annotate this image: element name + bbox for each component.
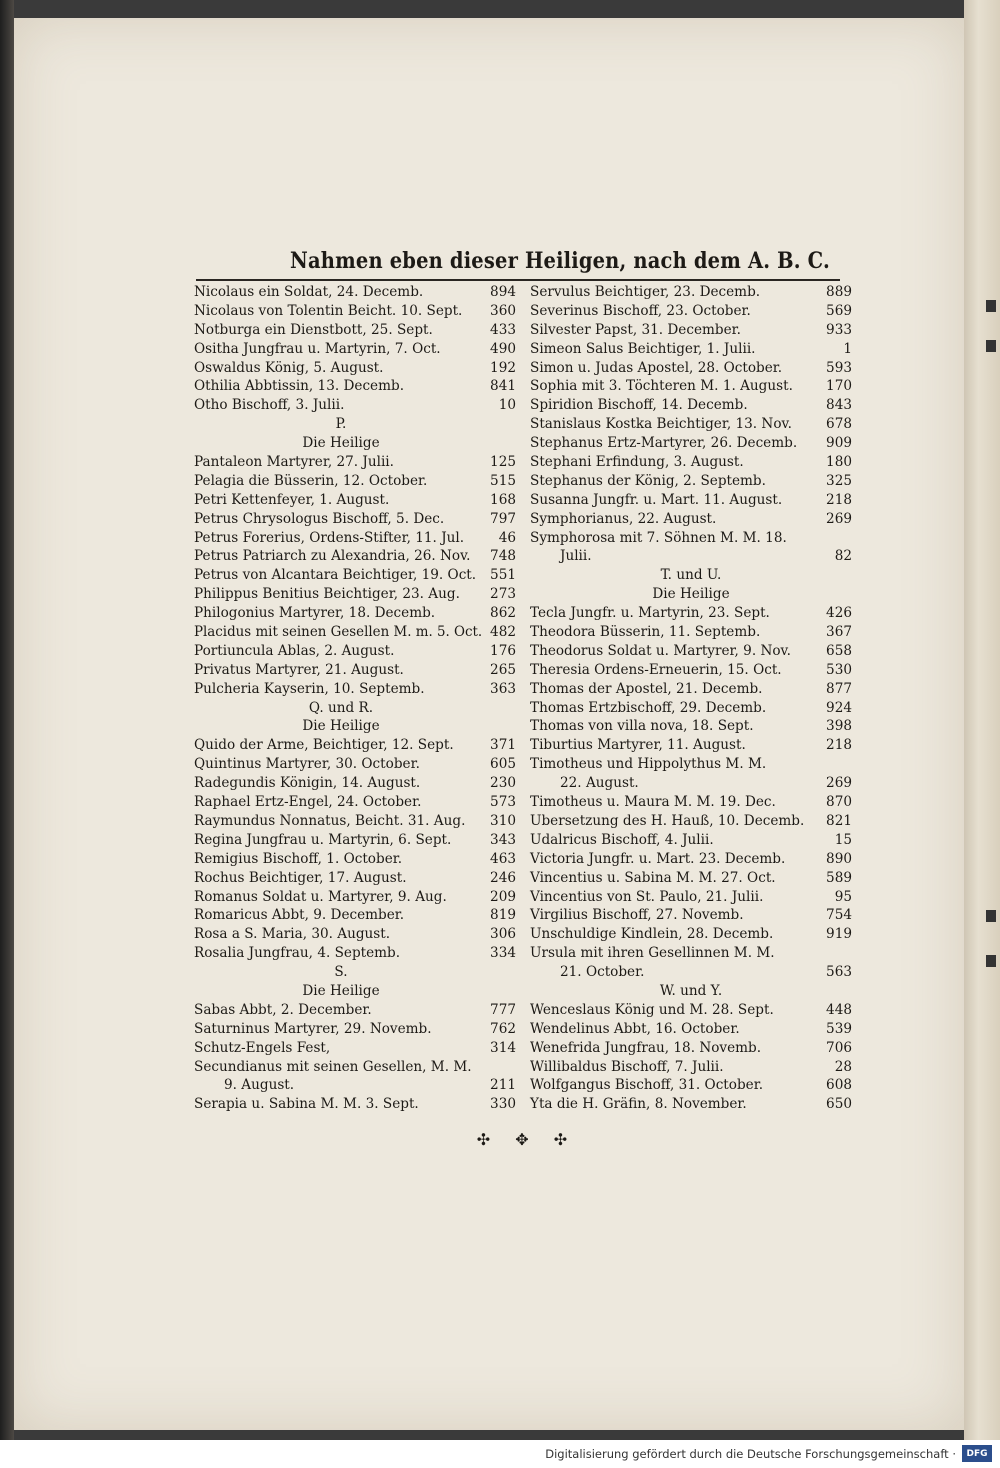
saint-name-date: Romaricus Abbt, 9. December. xyxy=(194,907,405,924)
page-number: 678 xyxy=(826,416,852,433)
index-entry xyxy=(194,774,516,793)
saint-name-date: Petri Kettenfeyer, 1. August. xyxy=(194,491,390,508)
index-entry xyxy=(530,642,852,661)
index-entry xyxy=(194,453,516,472)
index-entry xyxy=(530,283,852,302)
index-entry xyxy=(194,359,516,378)
page-number: 463 xyxy=(490,850,516,867)
index-entry xyxy=(530,510,852,529)
index-entry xyxy=(530,1095,852,1114)
index-entry xyxy=(194,642,516,661)
saint-name-date: Pelagia die Büsserin, 12. October. xyxy=(194,472,428,489)
saint-name-date: Nicolaus von Tolentin Beicht. 10. Sept. xyxy=(194,302,463,319)
saint-name-date: Remigius Bischoff, 1. October. xyxy=(194,850,403,867)
index-entry xyxy=(194,831,516,850)
page-number: 426 xyxy=(826,605,852,622)
saint-name-date: Rosalia Jungfrau, 4. Septemb. xyxy=(194,945,401,962)
saint-name-date: Silvester Papst, 31. December. xyxy=(530,321,741,338)
saint-name-date: Serapia u. Sabina M. M. 3. Sept. xyxy=(194,1096,419,1113)
index-entry xyxy=(194,680,516,699)
saint-name-date: Timotheus und Hippolythus M. M. xyxy=(530,756,767,773)
page-number: 490 xyxy=(490,340,516,357)
saint-name-date: Quintinus Martyrer, 30. October. xyxy=(194,756,420,773)
saint-name-date: Theodora Büsserin, 11. Septemb. xyxy=(530,624,761,641)
saint-name-date: Tiburtius Martyrer, 11. August. xyxy=(530,737,746,754)
page-number: 877 xyxy=(826,680,852,697)
saint-name-date: Pulcheria Kayserin, 10. Septemb. xyxy=(194,680,425,697)
index-entry xyxy=(194,888,516,907)
saint-name-date: Wenefrida Jungfrau, 18. Novemb. xyxy=(530,1039,762,1056)
saint-name-date: Yta die H. Gräfin, 8. November. xyxy=(530,1096,747,1113)
saint-name-date: 22. August. xyxy=(560,775,639,792)
saint-name-date: Othilia Abbtissin, 13. Decemb. xyxy=(194,378,405,395)
index-entry xyxy=(530,396,852,415)
index-entry xyxy=(530,1001,852,1020)
saint-name-date: Wendelinus Abbt, 16. October. xyxy=(530,1020,740,1037)
page-number: 515 xyxy=(490,472,516,489)
section-heading: Die Heilige xyxy=(652,586,730,603)
section-heading: Die Heilige xyxy=(302,718,380,735)
page-number: 843 xyxy=(826,397,852,414)
page-number: 343 xyxy=(490,831,516,848)
page-number: 46 xyxy=(498,529,516,546)
saint-name-date: Ubersetzung des H. Hauß, 10. Decemb. xyxy=(530,812,805,829)
page-number: 269 xyxy=(826,510,852,527)
index-entry xyxy=(530,812,852,831)
page-number: 330 xyxy=(490,1096,516,1113)
index-entry xyxy=(530,472,852,491)
page-number: 1 xyxy=(843,340,852,357)
index-entry-continuation xyxy=(530,774,852,793)
left-index-column xyxy=(194,283,516,1114)
page-number: 367 xyxy=(826,624,852,641)
page-number: 797 xyxy=(490,510,516,527)
index-entry xyxy=(194,1001,516,1020)
index-entry xyxy=(530,888,852,907)
index-entry xyxy=(194,396,516,415)
page-number: 180 xyxy=(826,454,852,471)
saint-name-date: Stanislaus Kostka Beichtiger, 13. Nov. xyxy=(530,416,792,433)
page-number: 706 xyxy=(826,1039,852,1056)
saint-name-date: 21. October. xyxy=(560,964,645,981)
page-number: 862 xyxy=(490,605,516,622)
saint-name-date: Nicolaus ein Soldat, 24. Decemb. xyxy=(194,284,424,300)
page-title: Nahmen eben dieser Heiligen, nach dem A. B. C. xyxy=(290,248,830,274)
saint-name-date: Petrus von Alcantara Beichtiger, 19. Oct. xyxy=(194,567,477,584)
page-number: 230 xyxy=(490,775,516,792)
saint-name-date: Victoria Jungfr. u. Mart. 23. Decemb. xyxy=(530,850,786,867)
page-number: 569 xyxy=(826,302,852,319)
index-entry xyxy=(530,359,852,378)
page-number: 334 xyxy=(490,945,516,962)
saint-name-date: Udalricus Bischoff, 4. Julii. xyxy=(530,831,714,848)
saint-name-date: Ursula mit ihren Gesellinnen M. M. xyxy=(530,945,775,962)
index-entry xyxy=(194,1020,516,1039)
index-entry xyxy=(530,623,852,642)
index-entry xyxy=(530,434,852,453)
saint-name-date: Simon u. Judas Apostel, 28. October. xyxy=(530,359,783,376)
saint-name-date: Stephanus der König, 2. Septemb. xyxy=(530,472,766,489)
funding-credit: Digitalisierung gefördert durch die Deutsche Forschungsgemeinschaft · xyxy=(545,1447,956,1461)
index-entry xyxy=(194,925,516,944)
index-entry xyxy=(194,585,516,604)
index-entry xyxy=(194,283,516,302)
page-number: 306 xyxy=(490,926,516,943)
saint-name-date: Servulus Beichtiger, 23. Decemb. xyxy=(530,284,761,300)
saint-name-date: Wolfgangus Bischoff, 31. October. xyxy=(530,1077,764,1094)
index-entry xyxy=(530,944,852,963)
section-heading: Q. und R. xyxy=(308,699,374,716)
page-number: 314 xyxy=(490,1039,516,1056)
end-ornament: ✣ ✥ ✣ xyxy=(476,1130,578,1149)
page-number: 273 xyxy=(490,586,516,603)
page-number: 748 xyxy=(490,548,516,565)
page-number: 894 xyxy=(490,284,516,300)
index-entry xyxy=(530,831,852,850)
page-number: 125 xyxy=(490,454,516,471)
index-entry xyxy=(194,377,516,396)
saint-name-date: Quido der Arme, Beichtiger, 12. Sept. xyxy=(194,737,454,754)
saint-name-date: Spiridion Bischoff, 14. Decemb. xyxy=(530,397,748,414)
saint-name-date: Symphorosa mit 7. Söhnen M. M. 18. xyxy=(530,529,787,546)
page-number: 605 xyxy=(490,756,516,773)
saint-name-date: Theodorus Soldat u. Martyrer, 9. Nov. xyxy=(530,642,791,659)
page-number: 192 xyxy=(490,359,516,376)
index-entry xyxy=(530,302,852,321)
index-entry xyxy=(194,812,516,831)
index-entry xyxy=(194,850,516,869)
index-entry xyxy=(194,1058,516,1077)
page-number: 482 xyxy=(490,624,516,641)
saint-name-date: Privatus Martyrer, 21. August. xyxy=(194,661,404,678)
page-number: 448 xyxy=(826,1001,852,1018)
index-entry xyxy=(530,661,852,680)
page-number: 218 xyxy=(826,737,852,754)
saint-name-date: Willibaldus Bischoff, 7. Julii. xyxy=(530,1058,724,1075)
index-entry xyxy=(530,1039,852,1058)
saint-name-date: Tecla Jungfr. u. Martyrin, 23. Sept. xyxy=(530,605,770,622)
page-number: 360 xyxy=(490,302,516,319)
index-entry xyxy=(530,1020,852,1039)
saint-name-date: Radegundis Königin, 14. August. xyxy=(194,775,421,792)
index-entry xyxy=(530,491,852,510)
page-fragment-mark xyxy=(986,300,996,312)
saint-name-date: Placidus mit seinen Gesellen M. m. 5. Oct. xyxy=(194,624,483,641)
saint-name-date: 9. August. xyxy=(224,1077,295,1094)
page-number: 608 xyxy=(826,1077,852,1094)
saint-name-date: Wenceslaus König und M. 28. Sept. xyxy=(530,1001,774,1018)
saint-name-date: Oswaldus König, 5. August. xyxy=(194,359,384,376)
section-heading: W. und Y. xyxy=(659,982,723,999)
saint-name-date: Petrus Patriarch zu Alexandria, 26. Nov. xyxy=(194,548,471,565)
page-fragment-mark xyxy=(986,910,996,922)
section-heading: T. und U. xyxy=(660,567,722,584)
saint-name-date: Secundianus mit seinen Gesellen, M. M. xyxy=(194,1058,472,1075)
index-entry xyxy=(194,510,516,529)
index-entry xyxy=(530,321,852,340)
index-entry xyxy=(530,925,852,944)
saint-name-date: Notburga ein Dienstbott, 25. Sept. xyxy=(194,321,433,338)
saint-name-date: Ositha Jungfrau u. Martyrin, 7. Oct. xyxy=(194,340,441,357)
index-entry xyxy=(194,472,516,491)
page-number: 563 xyxy=(826,964,852,981)
saint-name-date: Otho Bischoff, 3. Julii. xyxy=(194,397,345,414)
index-entry xyxy=(530,529,852,548)
page-number: 10 xyxy=(498,397,516,414)
index-entry-continuation xyxy=(530,547,852,566)
index-entry xyxy=(530,1076,852,1095)
saint-name-date: Philogonius Martyrer, 18. Decemb. xyxy=(194,605,436,622)
index-entry xyxy=(194,547,516,566)
index-entry xyxy=(530,850,852,869)
page-number: 530 xyxy=(826,661,852,678)
index-entry xyxy=(194,340,516,359)
page-number: 933 xyxy=(826,321,852,338)
page-number: 924 xyxy=(826,699,852,716)
saint-name-date: Raymundus Nonnatus, Beicht. 31. Aug. xyxy=(194,812,466,829)
page-number: 551 xyxy=(490,567,516,584)
saint-name-date: Susanna Jungfr. u. Mart. 11. August. xyxy=(530,491,783,508)
index-entry xyxy=(530,736,852,755)
page-number: 762 xyxy=(490,1020,516,1037)
facing-page-edge xyxy=(964,0,1000,1440)
page-number: 539 xyxy=(826,1020,852,1037)
saint-name-date: Sabas Abbt, 2. December. xyxy=(194,1001,372,1018)
page-number: 246 xyxy=(490,869,516,886)
page-fragment-mark xyxy=(986,955,996,967)
section-heading: Die Heilige xyxy=(302,435,380,452)
saint-name-date: Unschuldige Kindlein, 28. Decemb. xyxy=(530,926,774,943)
index-entry xyxy=(530,680,852,699)
page-number: 870 xyxy=(826,794,852,811)
saint-name-date: Petrus Forerius, Ordens-Stifter, 11. Jul. xyxy=(194,529,465,546)
index-entry xyxy=(194,944,516,963)
saint-name-date: Thomas Ertzbischoff, 29. Decemb. xyxy=(530,699,767,716)
index-entry xyxy=(530,869,852,888)
section-heading: S. xyxy=(334,964,348,981)
index-entry xyxy=(530,906,852,925)
page-number: 658 xyxy=(826,642,852,659)
saint-name-date: Thomas der Apostel, 21. Decemb. xyxy=(530,680,763,697)
index-entry xyxy=(530,755,852,774)
index-entry xyxy=(194,906,516,925)
page-number: 218 xyxy=(826,491,852,508)
index-entry xyxy=(530,340,852,359)
page-number: 841 xyxy=(490,378,516,395)
page-number: 363 xyxy=(490,680,516,697)
saint-name-date: Saturninus Martyrer, 29. Novemb. xyxy=(194,1020,432,1037)
saint-name-date: Severinus Bischoff, 23. October. xyxy=(530,302,751,319)
page-number: 889 xyxy=(826,284,852,300)
saint-name-date: Sophia mit 3. Töchteren M. 1. August. xyxy=(530,378,793,395)
page-number: 170 xyxy=(826,378,852,395)
index-entry xyxy=(194,604,516,623)
index-entry xyxy=(530,415,852,434)
index-entry xyxy=(194,566,516,585)
page-number: 325 xyxy=(826,472,852,489)
index-entry xyxy=(194,529,516,548)
saint-name-date: Romanus Soldat u. Martyrer, 9. Aug. xyxy=(194,888,447,905)
saint-name-date: Stephani Erfindung, 3. August. xyxy=(530,454,744,471)
saint-name-date: Julii. xyxy=(560,548,592,565)
page-number: 890 xyxy=(826,850,852,867)
page-number: 593 xyxy=(826,359,852,376)
page-number: 269 xyxy=(826,775,852,792)
page-number: 650 xyxy=(826,1096,852,1113)
saint-name-date: Simeon Salus Beichtiger, 1. Julii. xyxy=(530,340,756,357)
section-heading: P. xyxy=(335,416,347,433)
page-number: 95 xyxy=(834,888,852,905)
page-number: 28 xyxy=(834,1058,852,1075)
page-number: 819 xyxy=(490,907,516,924)
index-entry-continuation xyxy=(194,1076,516,1095)
saint-name-date: Regina Jungfrau u. Martyrin, 6. Sept. xyxy=(194,831,452,848)
saint-name-date: Pantaleon Martyrer, 27. Julii. xyxy=(194,454,394,471)
index-entry xyxy=(194,1039,516,1058)
index-entry xyxy=(530,453,852,472)
dfg-logo: DFG xyxy=(962,1445,992,1462)
page-number: 371 xyxy=(490,737,516,754)
book-edge-left xyxy=(0,0,14,1440)
title-rule xyxy=(196,279,840,281)
page-number: 310 xyxy=(490,812,516,829)
saint-name-date: Portiuncula Ablas, 2. August. xyxy=(194,642,395,659)
page-number: 211 xyxy=(490,1077,516,1094)
saint-name-date: Schutz-Engels Fest, xyxy=(194,1039,331,1056)
index-entry xyxy=(194,491,516,510)
page-number: 265 xyxy=(490,661,516,678)
page-number: 168 xyxy=(490,491,516,508)
index-entry xyxy=(194,793,516,812)
page-number: 754 xyxy=(826,907,852,924)
page-number: 433 xyxy=(490,321,516,338)
index-entry xyxy=(194,755,516,774)
page-number: 909 xyxy=(826,435,852,452)
saint-name-date: Petrus Chrysologus Bischoff, 5. Dec. xyxy=(194,510,445,527)
index-entry xyxy=(530,604,852,623)
index-entry xyxy=(194,869,516,888)
footer-bar xyxy=(0,1440,1000,1468)
saint-name-date: Vincentius u. Sabina M. M. 27. Oct. xyxy=(530,869,776,886)
index-entry xyxy=(530,793,852,812)
index-entry xyxy=(530,377,852,396)
page-number: 573 xyxy=(490,794,516,811)
index-entry xyxy=(194,661,516,680)
page-number: 919 xyxy=(826,926,852,943)
saint-name-date: Stephanus Ertz-Martyrer, 26. Decemb. xyxy=(530,435,798,452)
page-number: 821 xyxy=(826,812,852,829)
right-index-column xyxy=(530,283,852,1114)
saint-name-date: Thomas von villa nova, 18. Sept. xyxy=(530,718,754,735)
index-entry xyxy=(530,717,852,736)
section-heading: Die Heilige xyxy=(302,982,380,999)
saint-name-date: Rosa a S. Maria, 30. August. xyxy=(194,926,391,943)
page-number: 589 xyxy=(826,869,852,886)
index-entry xyxy=(194,321,516,340)
saint-name-date: Philippus Benitius Beichtiger, 23. Aug. xyxy=(194,586,460,603)
index-entry xyxy=(194,623,516,642)
saint-name-date: Rochus Beichtiger, 17. August. xyxy=(194,869,407,886)
index-entry-continuation xyxy=(530,963,852,982)
saint-name-date: Timotheus u. Maura M. M. 19. Dec. xyxy=(530,794,776,811)
page-fragment-mark xyxy=(986,340,996,352)
saint-name-date: Raphael Ertz-Engel, 24. October. xyxy=(194,794,422,811)
page-number: 209 xyxy=(490,888,516,905)
saint-name-date: Symphorianus, 22. August. xyxy=(530,510,717,527)
page-number: 777 xyxy=(490,1001,516,1018)
saint-name-date: Virgilius Bischoff, 27. Novemb. xyxy=(530,907,744,924)
index-entry xyxy=(194,1095,516,1114)
page-number: 398 xyxy=(826,718,852,735)
index-entry xyxy=(194,302,516,321)
index-entry xyxy=(530,1058,852,1077)
saint-name-date: Vincentius von St. Paulo, 21. Julii. xyxy=(530,888,764,905)
page-number: 176 xyxy=(490,642,516,659)
index-entry xyxy=(530,699,852,718)
index-entry xyxy=(194,736,516,755)
page-number: 82 xyxy=(834,548,852,565)
saint-name-date: Theresia Ordens-Erneuerin, 15. Oct. xyxy=(530,661,782,678)
page-number: 15 xyxy=(834,831,852,848)
